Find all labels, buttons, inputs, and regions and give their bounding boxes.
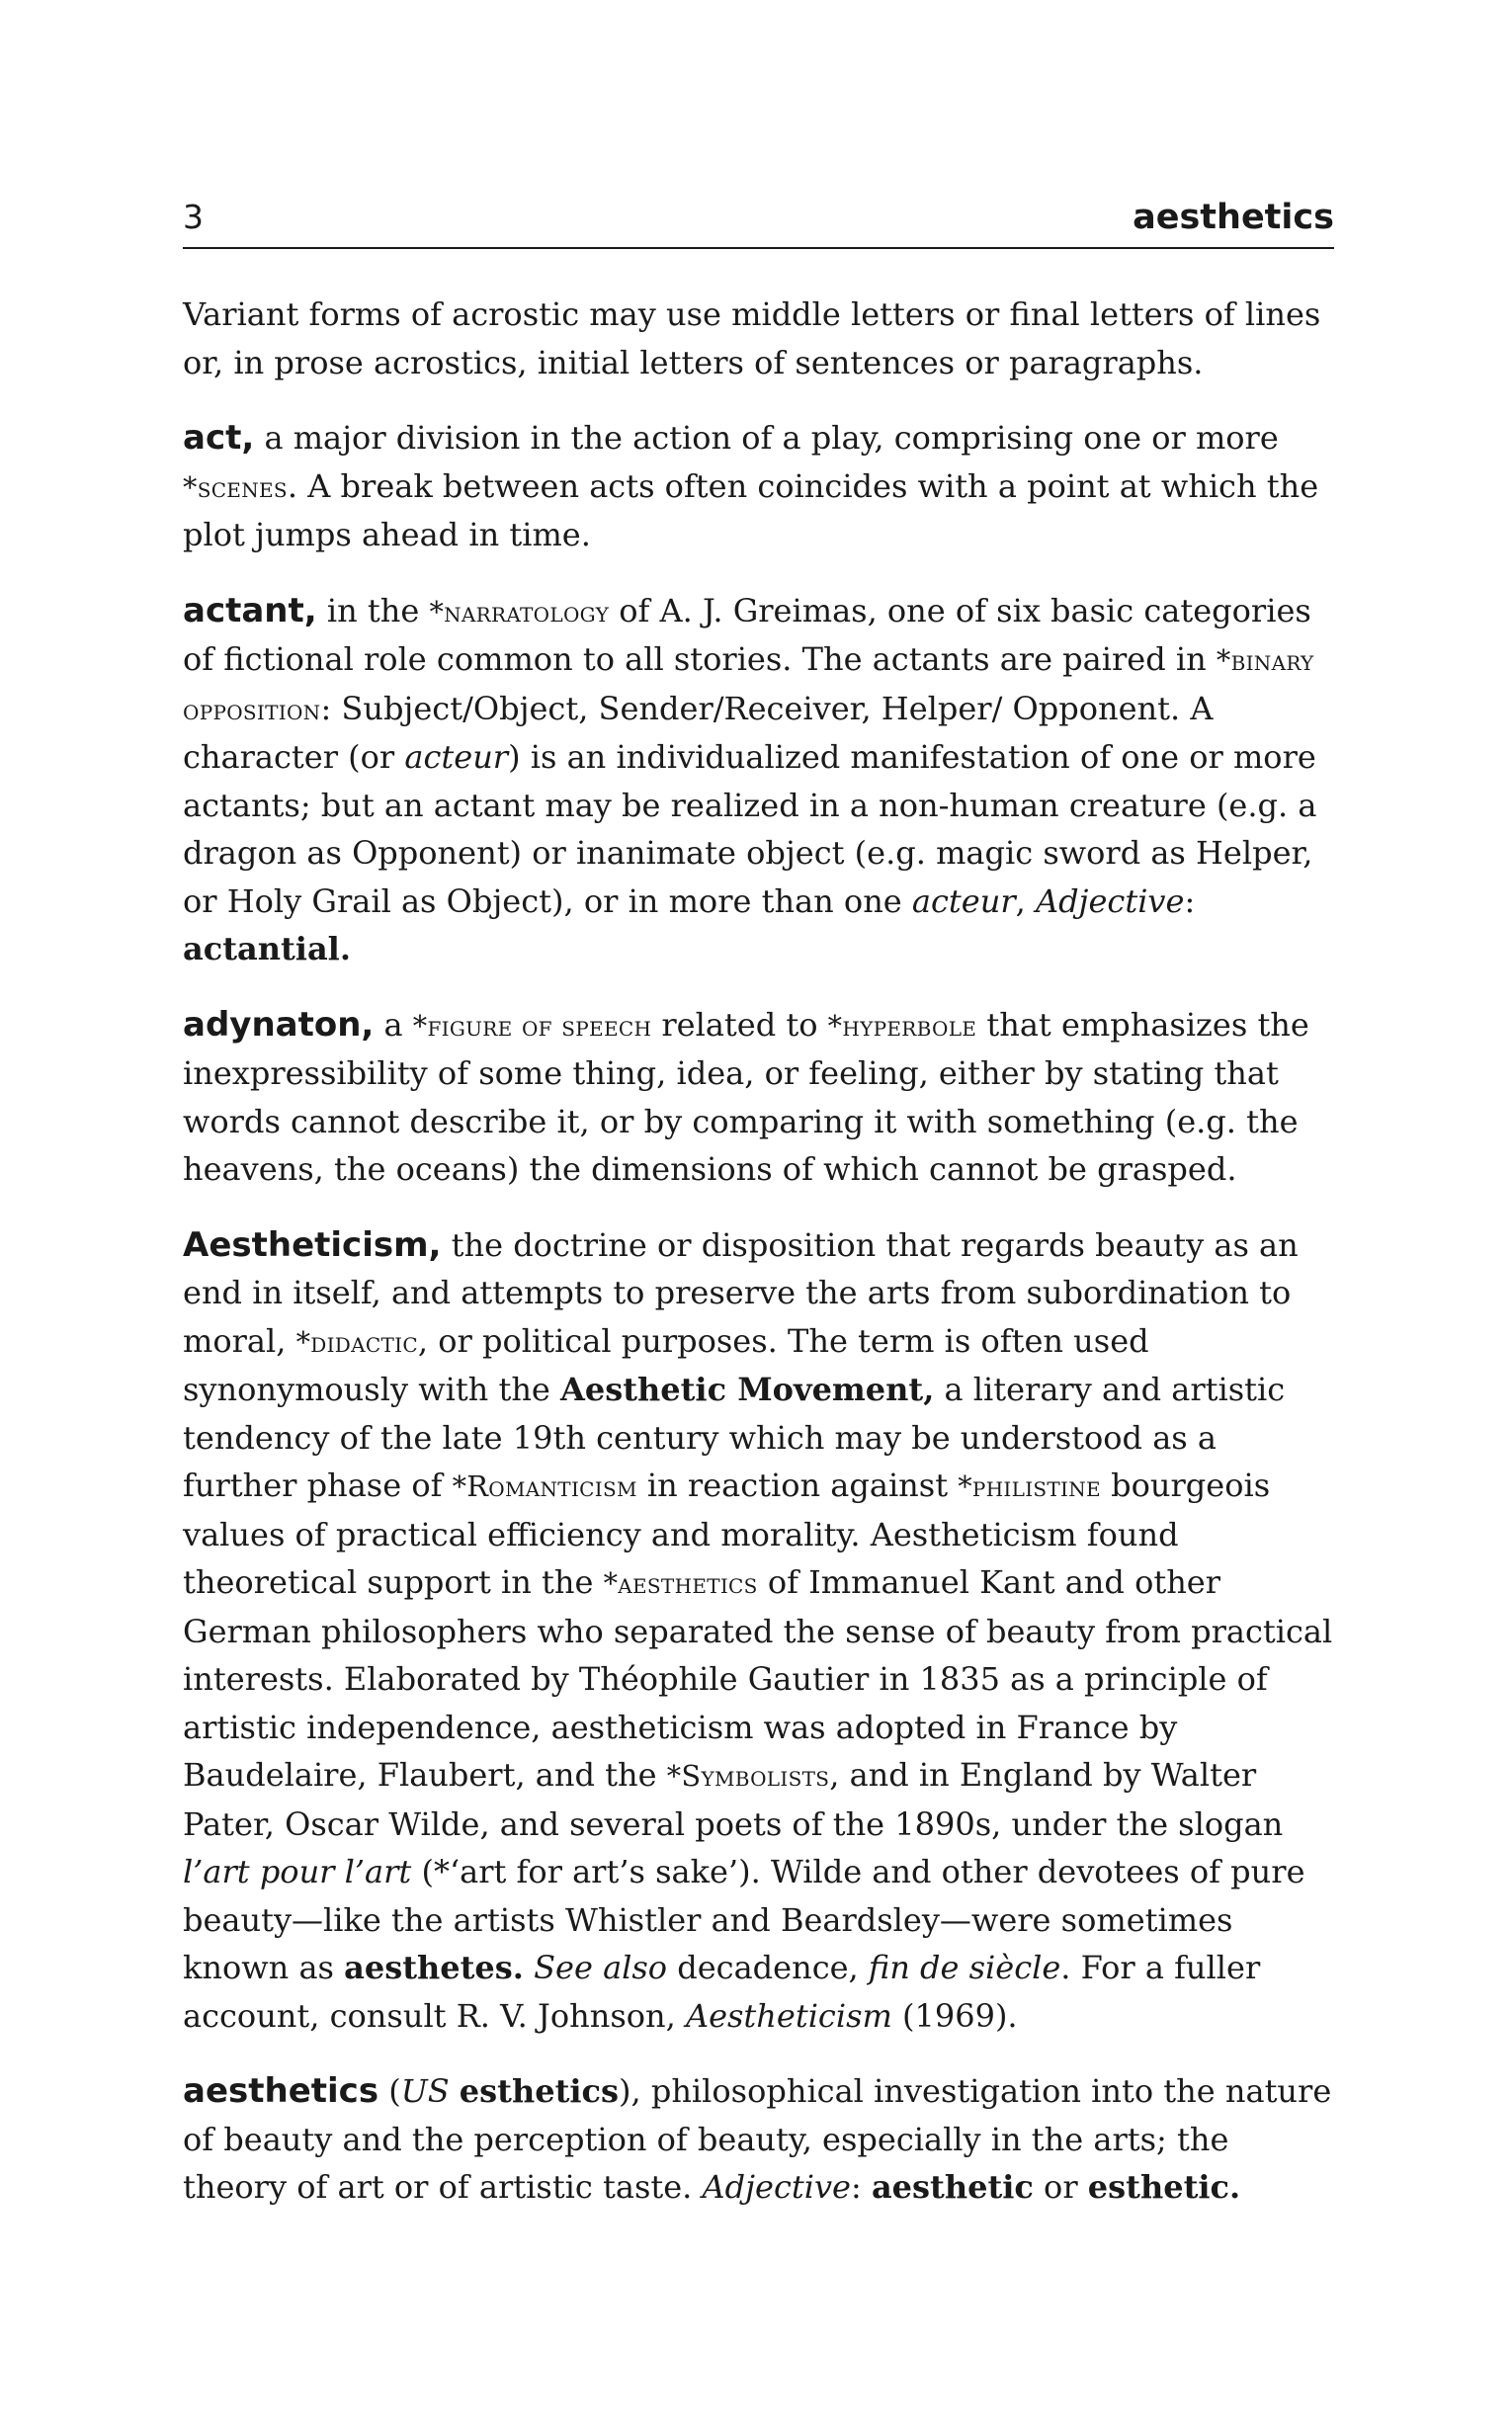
headword: act, [183,418,255,458]
cross-reference: *didactic [295,1324,418,1359]
cross-reference: *Symbolists [666,1759,830,1793]
running-head [183,198,1334,249]
headword: aesthetics [183,2071,379,2111]
running-headword: aesthetics [1133,198,1334,237]
headword: Aestheticism, [183,1224,442,1265]
derived-form: actantial. [183,930,351,967]
cross-reference: *figure of speech [412,1008,652,1043]
derived-form: aesthetic [871,2168,1034,2206]
entry-act: act, a major division in the action of a play, comprising one or more *scenes. A break between acts often coincides with a point at which the plot jumps ahead in time. [183,418,1319,553]
headword: adynaton, [183,1004,375,1045]
derived-form: esthetic. [1087,2168,1241,2206]
bold-term: Aesthetic Movement, [560,1371,935,1408]
variant-spelling: esthetics [459,2072,619,2110]
cross-reference: *scenes [183,469,288,504]
entry-adynaton: adynaton, a *figure of speech related to *hyperbole that emphasizes the inexpressibility of some thing, idea, or feeling, either by stating that words cannot describe it, or by comparing it with something (e.g. the heavens, the oceans) the dimensions of which cannot be grasped. [183,1004,1309,1188]
dictionary-page [183,198,1334,2239]
headword: actant, [183,590,317,630]
cross-reference: *aesthetics [603,1566,758,1600]
page-number: 3 [183,198,204,236]
cross-reference: *Romanticism [452,1469,637,1503]
entry-aesthetics: aesthetics (US esthetics), philosophical investigation into the nature of beauty and the perception of beauty, especially in the arts; the theory of art or of artistic taste. Adjective: aesthetic or esthetic. [183,2071,1332,2206]
entries [183,291,1334,2212]
entry-aestheticism: Aestheticism, the doctrine or disposition that regards beauty as an end in itself, and attempts to preserve the arts from subordination to moral, *didactic, or political purposes. The term is often used synonymously with the Aesthetic Movement, a literary and artistic tendency of the late 19th century which may be understood as a further phase of *Romanticism in reaction against *philistine bourgeois values of practical efficiency and morality. Aestheticism found theoretical support in the *aesthetics of Immanuel Kant and other German philosophers who separated the sense of beauty from practical interests. Elaborated by Théophile Gautier in 1835 as a principle of artistic independence, aestheticism was adopted in France by Baudelaire, Flaubert, and the *Symbolists, and in England by Walter Pater, Oscar Wilde, and several poets of the 1890s, under the slogan l’art pour l’art (*‘art for art’s sake’). Wilde and other devotees of pure beauty—like the artists Whistler and Beardsley—were sometimes known as aesthetes. See also decadence, fin de siècle. For a fuller account, consult R. V. Johnson, Aestheticism (1969). [183,1224,1333,2035]
cross-reference: *philistine [958,1469,1101,1503]
entry-actant: actant, in the *narratology of A. J. Greimas, one of six basic categories of fictional role common to all stories. The actants are paired in *binary opposition: Subject/Object, Sender/Receiver, Helper/ Opponent. A character (or acteur) is an individualized manifestation of one or more actants; but an actant may be realized in a non-human creature (e.g. a dragon as Opponent) or inanimate object (e.g. magic sword as Helper, or Holy Grail as Object), or in more than one acteur, Adjective: actantial. [183,590,1317,967]
cross-reference: *hyperbole [827,1008,977,1043]
cross-reference: *narratology [429,594,610,629]
bold-term: aesthetes. [344,1949,524,1986]
entry-continuation: Variant forms of acrostic may use middle letters or final letters of lines or, in prose acrostics, initial letters of sentences or paragraphs. [183,295,1321,381]
cross-reference: *binary opposition [183,643,1314,726]
